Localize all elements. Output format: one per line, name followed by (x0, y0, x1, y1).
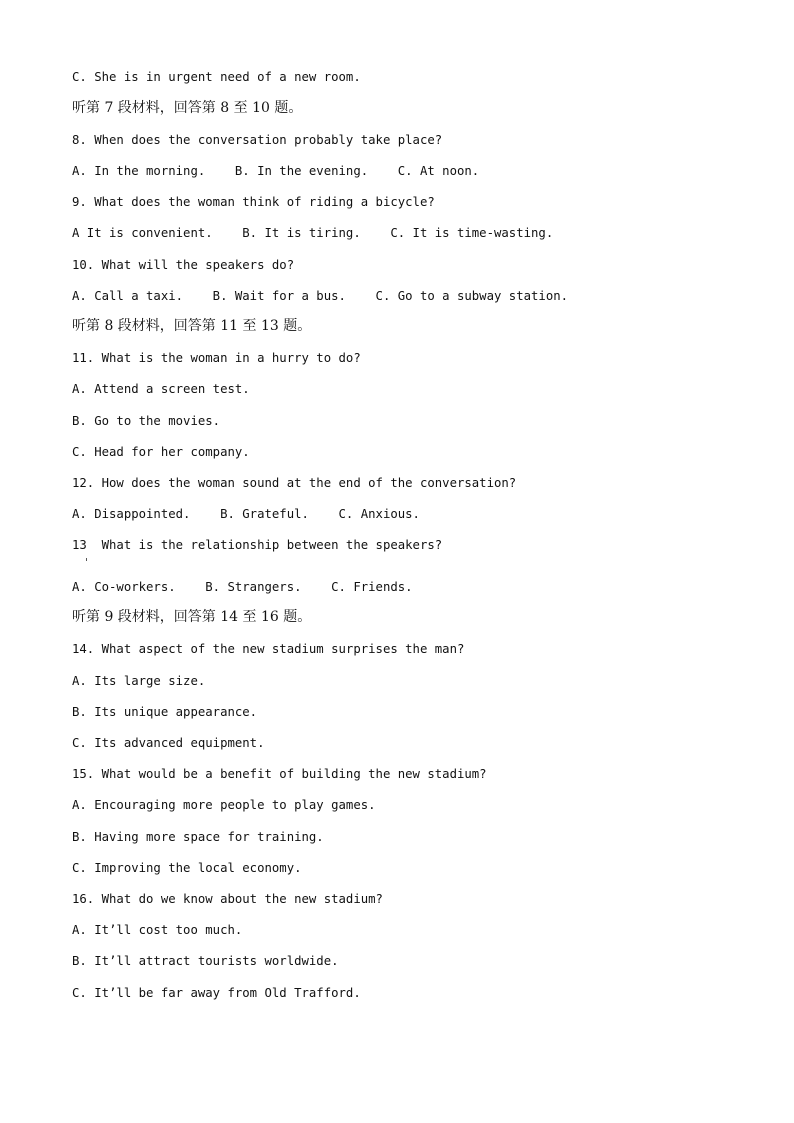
section-heading-7: 听第 7 段材料，回答第 8 至 10 题。 (72, 100, 303, 116)
question-11-option-b: B. Go to the movies. (72, 414, 221, 428)
question-13-options: A. Co-workers. B. Strangers. C. Friends. (72, 580, 413, 594)
question-15-option-b: B. Having more space for training. (72, 830, 324, 844)
stray-mark (86, 558, 87, 561)
question-16-option-c: C. It’ll be far away from Old Trafford. (72, 986, 361, 1000)
question-12-options: A. Disappointed. B. Grateful. C. Anxious. (72, 507, 420, 521)
question-15-option-a: A. Encouraging more people to play games. (72, 798, 376, 812)
question-8: 8. When does the conversation probably take place? (72, 133, 443, 147)
question-9-options: A It is convenient. B. It is tiring. C. It is time-wasting. (72, 226, 554, 240)
question-16-option-a: A. It’ll cost too much. (72, 923, 243, 937)
question-15-option-c: C. Improving the local economy. (72, 861, 302, 875)
question-12: 12. How does the woman sound at the end of the conversation? (72, 476, 517, 490)
question-14: 14. What aspect of the new stadium surprises the man? (72, 642, 465, 656)
question-11-option-a: A. Attend a screen test. (72, 382, 250, 396)
question-11: 11. What is the woman in a hurry to do? (72, 351, 361, 365)
section-heading-9: 听第 9 段材料，回答第 14 至 16 题。 (72, 609, 312, 625)
question-14-option-c: C. Its advanced equipment. (72, 736, 265, 750)
question-14-option-a: A. Its large size. (72, 674, 206, 688)
question-10: 10. What will the speakers do? (72, 258, 295, 272)
question-9: 9. What does the woman think of riding a bicycle? (72, 195, 435, 209)
question-7-option-c: C. She is in urgent need of a new room. (72, 70, 361, 84)
question-15: 15. What would be a benefit of building the new stadium? (72, 767, 487, 781)
question-11-option-c: C. Head for her company. (72, 445, 250, 459)
question-10-options: A. Call a taxi. B. Wait for a bus. C. Go to a subway station. (72, 289, 569, 303)
question-14-option-b: B. Its unique appearance. (72, 705, 258, 719)
question-8-options: A. In the morning. B. In the evening. C. At noon. (72, 164, 480, 178)
section-heading-8: 听第 8 段材料，回答第 11 至 13 题。 (72, 318, 312, 334)
question-16-option-b: B. It’ll attract tourists worldwide. (72, 954, 339, 968)
question-13: 13 What is the relationship between the speakers? (72, 538, 443, 552)
question-16: 16. What do we know about the new stadium? (72, 892, 383, 906)
